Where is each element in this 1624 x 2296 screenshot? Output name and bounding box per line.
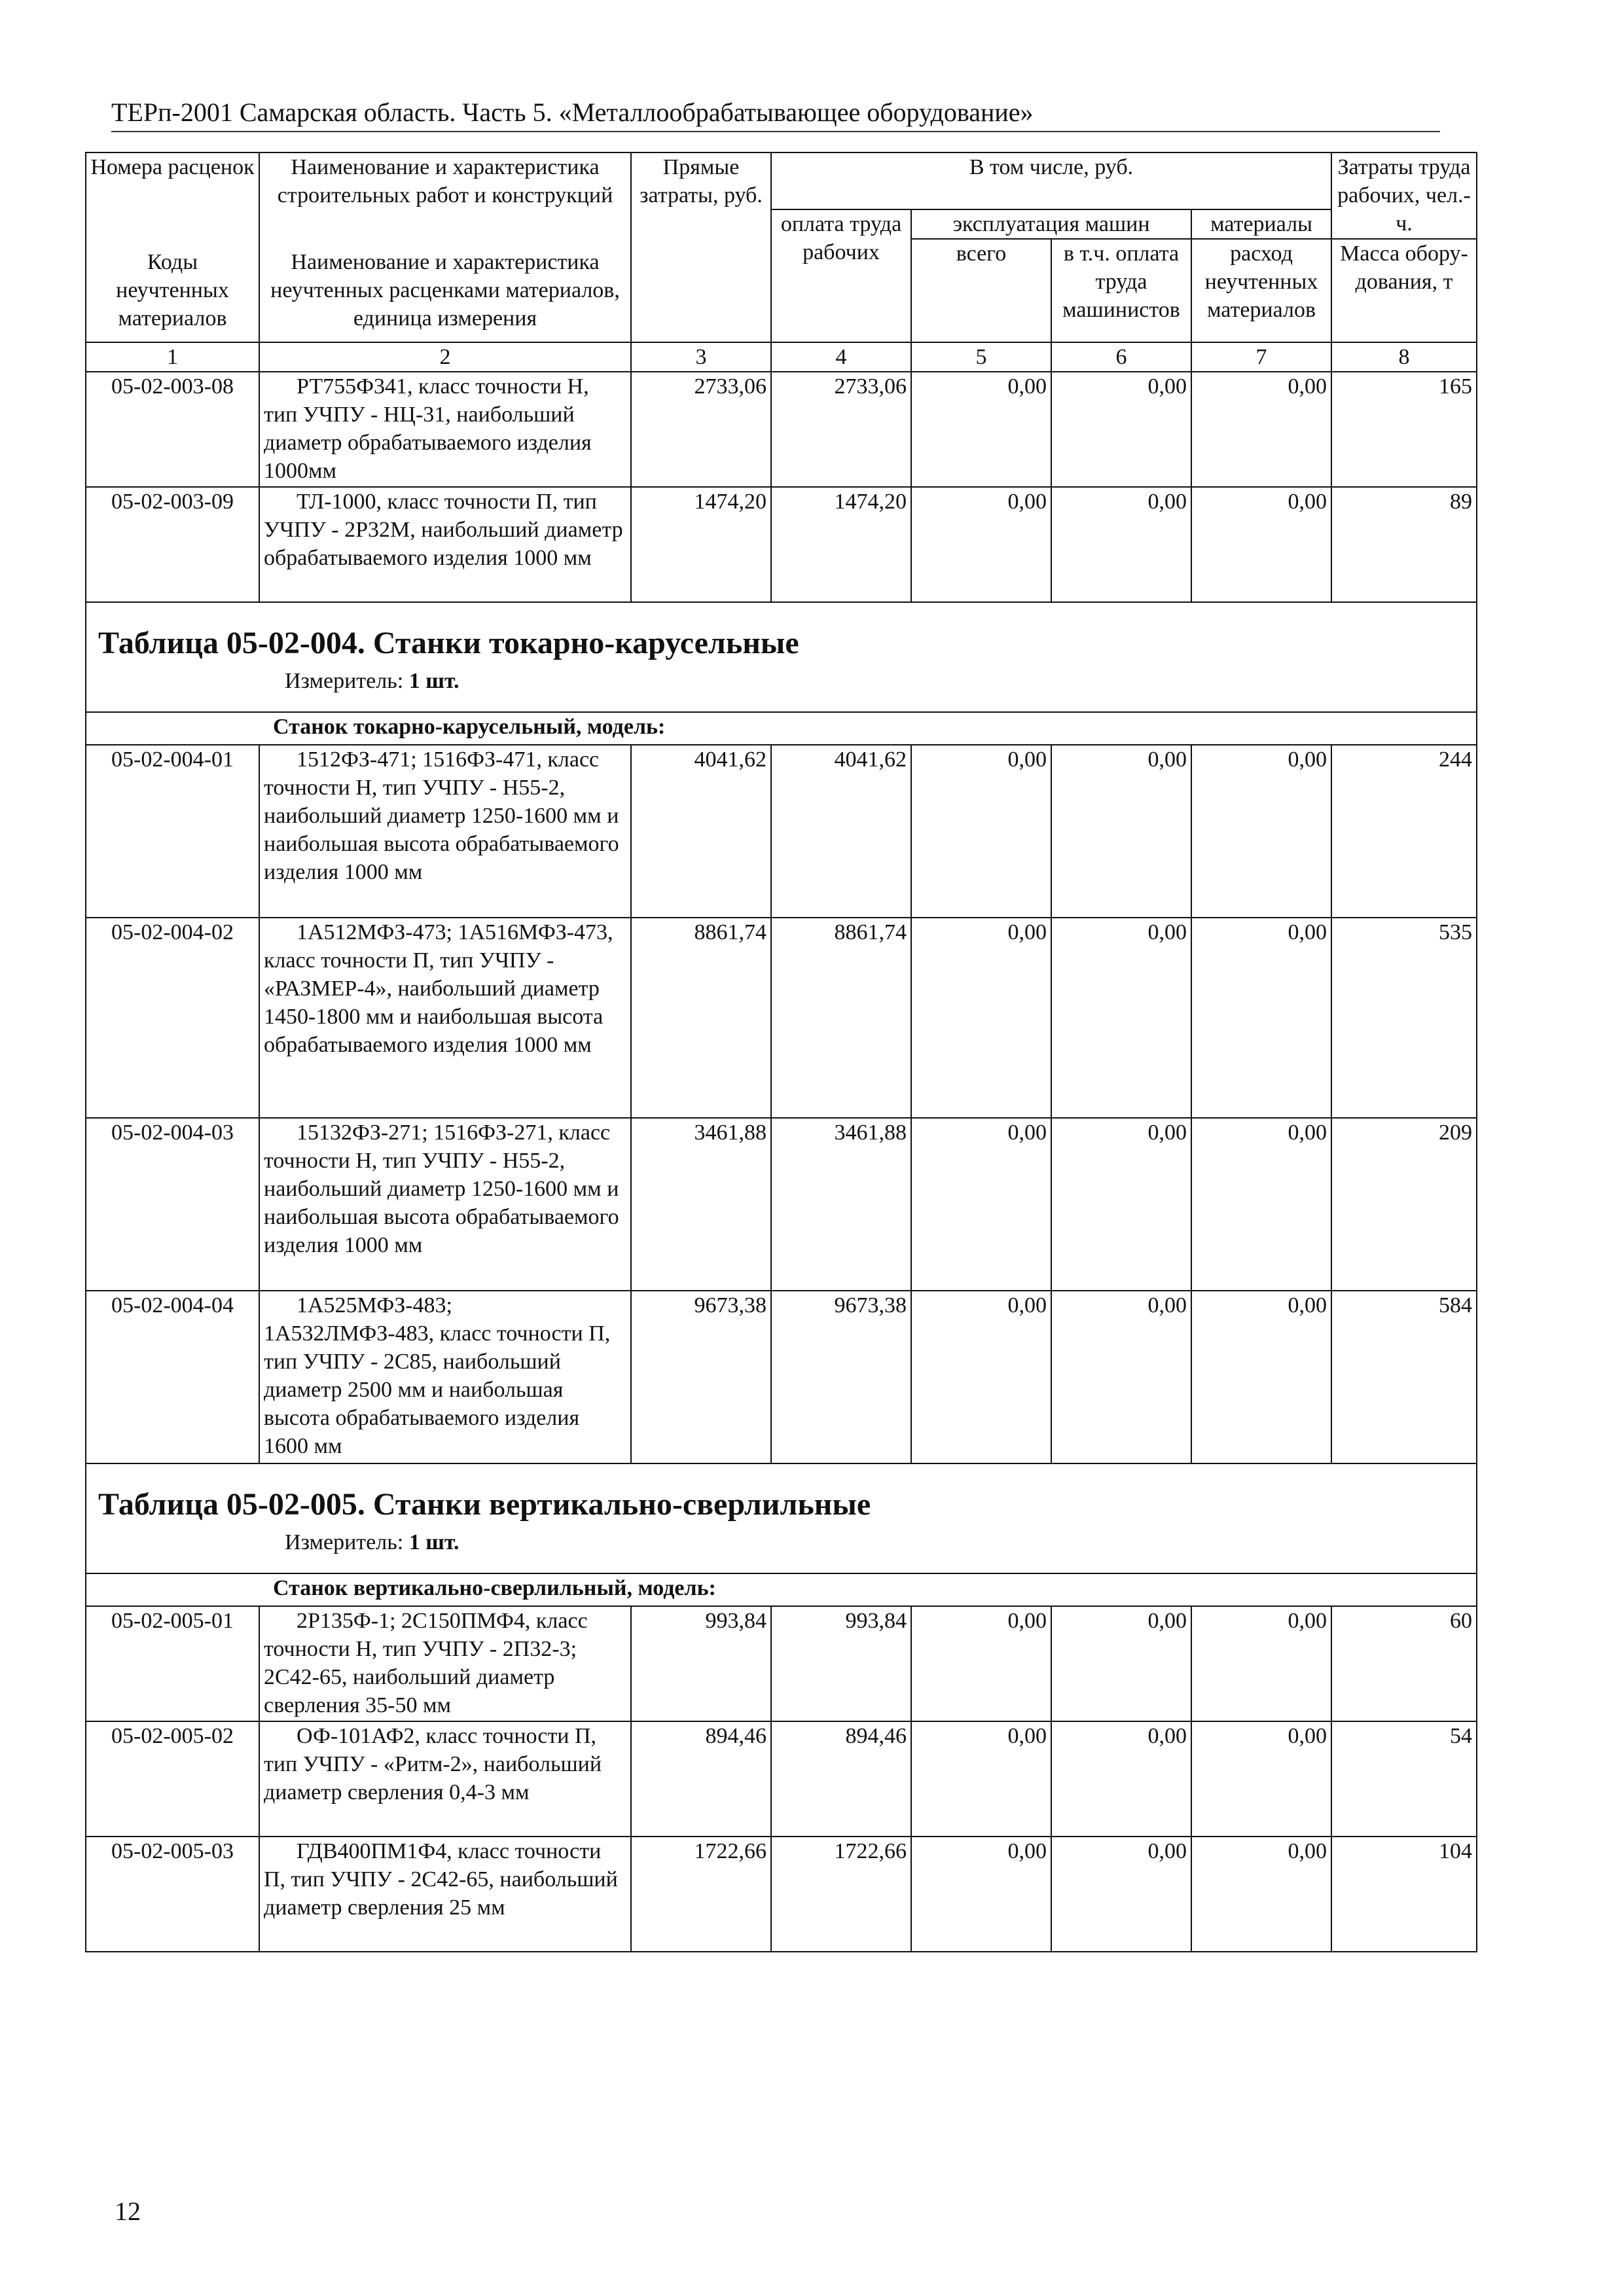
- machinist-pay: 0,00: [1051, 1606, 1191, 1721]
- direct-costs: 1474,20: [631, 487, 771, 602]
- rate-code: 05-02-005-02: [86, 1721, 259, 1837]
- rate-description: 1512ФЗ-471; 1516ФЗ-471, класс точности Н, тип УЧПУ - Н55-2, наибольший диаметр 1250-1600 мм и наибольшая высота обрабатываемого изделия 1000 мм: [259, 745, 631, 918]
- table-row: [86, 1606, 1477, 1721]
- machines-total: 0,00: [911, 1721, 1051, 1837]
- machinist-pay: 0,00: [1051, 1291, 1191, 1463]
- direct-costs: 4041,62: [631, 745, 771, 918]
- workers-pay: 1474,20: [771, 487, 911, 602]
- rate-description: 1А525МФЗ-483; 1А532ЛМФЗ-483, класс точности П, тип УЧПУ - 2С85, наибольший диаметр 2500 мм и наибольшая высота обрабатываемого изделия 1600 мм: [259, 1291, 631, 1463]
- rate-description: ГДВ400ПМ1Ф4, класс точности П, тип УЧПУ - 2С42-65, наибольший диаметр сверления 25 мм: [259, 1837, 631, 1952]
- column-number: 8: [1331, 342, 1477, 372]
- workers-pay: 4041,62: [771, 745, 911, 918]
- labor-costs: 89: [1331, 487, 1477, 602]
- labor-costs: 244: [1331, 745, 1477, 918]
- table-005-meter: [285, 1528, 1464, 1557]
- labor-costs: 535: [1331, 918, 1477, 1118]
- rate-description: 15132ФЗ-271; 1516ФЗ-271, класс точности Н, тип УЧПУ - Н55-2, наибольший диаметр 1250-1600 мм и наибольшая высота обрабатываемого изделия 1000 мм: [259, 1118, 631, 1291]
- meter-value: 1 шт.: [408, 669, 460, 693]
- hdr-including: В том числе, руб.: [771, 152, 1331, 209]
- direct-costs: 993,84: [631, 1606, 771, 1721]
- machinist-pay: 0,00: [1051, 918, 1191, 1118]
- materials: 0,00: [1191, 745, 1331, 918]
- column-number: 6: [1051, 342, 1191, 372]
- machines-total: 0,00: [911, 1837, 1051, 1952]
- header-rule: [111, 131, 1440, 132]
- machinist-pay: 0,00: [1051, 1118, 1191, 1291]
- table-005-title: Таблица 05-02-005. Станки вертикально-сверлильные: [98, 1487, 871, 1522]
- hdr-rate-numbers: Номера расценок: [86, 152, 259, 209]
- rate-description: ОФ-101АФ2, класс точности П, тип УЧПУ - «Ритм-2», наибольший диаметр сверления 0,4-3 мм: [259, 1721, 631, 1837]
- labor-costs: 165: [1331, 372, 1477, 487]
- rate-description: РТ755Ф341, класс точности Н, тип УЧПУ - НЦ-31, наибольший диаметр обрабатываемого изделия 1000мм: [259, 372, 631, 487]
- rate-description: ТЛ-1000, класс точности П, тип УЧПУ - 2Р32М, наибольший диаметр обрабатываемого изделия 1000 мм: [259, 487, 631, 602]
- table-row: [86, 1291, 1477, 1463]
- materials: 0,00: [1191, 372, 1331, 487]
- rate-code: 05-02-004-02: [86, 918, 259, 1118]
- column-number: 7: [1191, 342, 1331, 372]
- materials: 0,00: [1191, 1837, 1331, 1952]
- rate-code: 05-02-004-03: [86, 1118, 259, 1291]
- column-number: 1: [86, 342, 259, 372]
- rate-description: 1А512МФЗ-473; 1А516МФЗ-473, класс точности П, тип УЧПУ - «РАЗМЕР-4», наибольший диаметр 1450-1800 мм и наибольшая высота обрабатываемого изделия 1000 мм: [259, 918, 631, 1118]
- workers-pay: 993,84: [771, 1606, 911, 1721]
- materials: 0,00: [1191, 487, 1331, 602]
- rate-description: 2Р135Ф-1; 2С150ПМФ4, класс точности Н, тип УЧПУ - 2П32-3; 2С42-65, наибольший диаметр сверления 35-50 мм: [259, 1606, 631, 1721]
- running-header: ТЕРп-2001 Самарская область. Часть 5. «Металлообрабатывающее оборудование»: [111, 98, 1034, 127]
- direct-costs: 2733,06: [631, 372, 771, 487]
- direct-costs: 8861,74: [631, 918, 771, 1118]
- hdr-direct-costs: Прямые затраты, руб.: [631, 152, 771, 342]
- column-number: 5: [911, 342, 1051, 372]
- machines-total: 0,00: [911, 1118, 1051, 1291]
- table-004-title: Таблица 05-02-004. Станки токарно-карусельные: [98, 626, 799, 660]
- table-row: [86, 1118, 1477, 1291]
- labor-costs: 584: [1331, 1291, 1477, 1463]
- column-number: 4: [771, 342, 911, 372]
- machinist-pay: 0,00: [1051, 1721, 1191, 1837]
- hdr-unaccounted-materials: расход неучтенных материалов: [1191, 239, 1331, 342]
- materials: 0,00: [1191, 1721, 1331, 1837]
- machinist-pay: 0,00: [1051, 745, 1191, 918]
- table-row: [86, 745, 1477, 918]
- hdr-workers-pay: оплата труда рабочих: [771, 209, 911, 342]
- rate-code: 05-02-003-09: [86, 487, 259, 602]
- rate-code: 05-02-003-08: [86, 372, 259, 487]
- rate-code: 05-02-004-01: [86, 745, 259, 918]
- table-004-meter: [285, 667, 1464, 696]
- hdr-work-name: Наименование и характеристика строительных работ и конструкций: [259, 152, 631, 209]
- hdr-machine-operation: эксплуатация машин: [911, 209, 1191, 239]
- page-number: 12: [115, 2197, 141, 2226]
- machines-total: 0,00: [911, 372, 1051, 487]
- direct-costs: 894,46: [631, 1721, 771, 1837]
- machines-total: 0,00: [911, 745, 1051, 918]
- table-005-model-heading: Станок вертикально-сверлильный, модель:: [86, 1573, 1477, 1606]
- labor-costs: 60: [1331, 1606, 1477, 1721]
- machinist-pay: 0,00: [1051, 1837, 1191, 1952]
- hdr-materials: материалы: [1191, 209, 1331, 239]
- labor-costs: 54: [1331, 1721, 1477, 1837]
- workers-pay: 894,46: [771, 1721, 911, 1837]
- direct-costs: 3461,88: [631, 1118, 771, 1291]
- rate-code: 05-02-004-04: [86, 1291, 259, 1463]
- column-number: 3: [631, 342, 771, 372]
- workers-pay: 9673,38: [771, 1291, 911, 1463]
- hdr-equipment-mass: Масса обору-дования, т: [1331, 239, 1477, 342]
- labor-costs: 209: [1331, 1118, 1477, 1291]
- table-row: [86, 372, 1477, 487]
- hdr-machinist-pay: в т.ч. оплата труда машинистов: [1051, 239, 1191, 342]
- machinist-pay: 0,00: [1051, 372, 1191, 487]
- machines-total: 0,00: [911, 1291, 1051, 1463]
- table-004-model-heading: Станок токарно-карусельный, модель:: [86, 712, 1477, 745]
- labor-costs: 104: [1331, 1837, 1477, 1952]
- materials: 0,00: [1191, 1118, 1331, 1291]
- table-row: [86, 487, 1477, 602]
- hdr-labor-costs: Затраты труда рабочих, чел.-ч.: [1331, 152, 1477, 239]
- rate-code: 05-02-005-01: [86, 1606, 259, 1721]
- machines-total: 0,00: [911, 487, 1051, 602]
- rate-code: 05-02-005-03: [86, 1837, 259, 1952]
- hdr-total: всего: [911, 239, 1051, 342]
- workers-pay: 1722,66: [771, 1837, 911, 1952]
- workers-pay: 3461,88: [771, 1118, 911, 1291]
- workers-pay: 8861,74: [771, 918, 911, 1118]
- materials: 0,00: [1191, 1606, 1331, 1721]
- rates-table: [85, 152, 1477, 1952]
- table-005-title-block: [86, 1463, 1477, 1573]
- hdr-material-names: Наименование и характеристика неучтенных расценками материалов, единица измерения: [259, 209, 631, 342]
- machines-total: 0,00: [911, 1606, 1051, 1721]
- table-row: [86, 1721, 1477, 1837]
- hdr-material-codes: Коды неучтенных материалов: [86, 209, 259, 342]
- machinist-pay: 0,00: [1051, 487, 1191, 602]
- machines-total: 0,00: [911, 918, 1051, 1118]
- meter-label: Измеритель:: [285, 669, 404, 693]
- table-row: [86, 1837, 1477, 1952]
- workers-pay: 2733,06: [771, 372, 911, 487]
- direct-costs: 1722,66: [631, 1837, 771, 1952]
- meter-label: Измеритель:: [285, 1530, 404, 1554]
- meter-value: 1 шт.: [408, 1530, 460, 1554]
- materials: 0,00: [1191, 918, 1331, 1118]
- table-row: [86, 918, 1477, 1118]
- column-number: 2: [259, 342, 631, 372]
- materials: 0,00: [1191, 1291, 1331, 1463]
- table-004-title-block: [86, 602, 1477, 712]
- direct-costs: 9673,38: [631, 1291, 771, 1463]
